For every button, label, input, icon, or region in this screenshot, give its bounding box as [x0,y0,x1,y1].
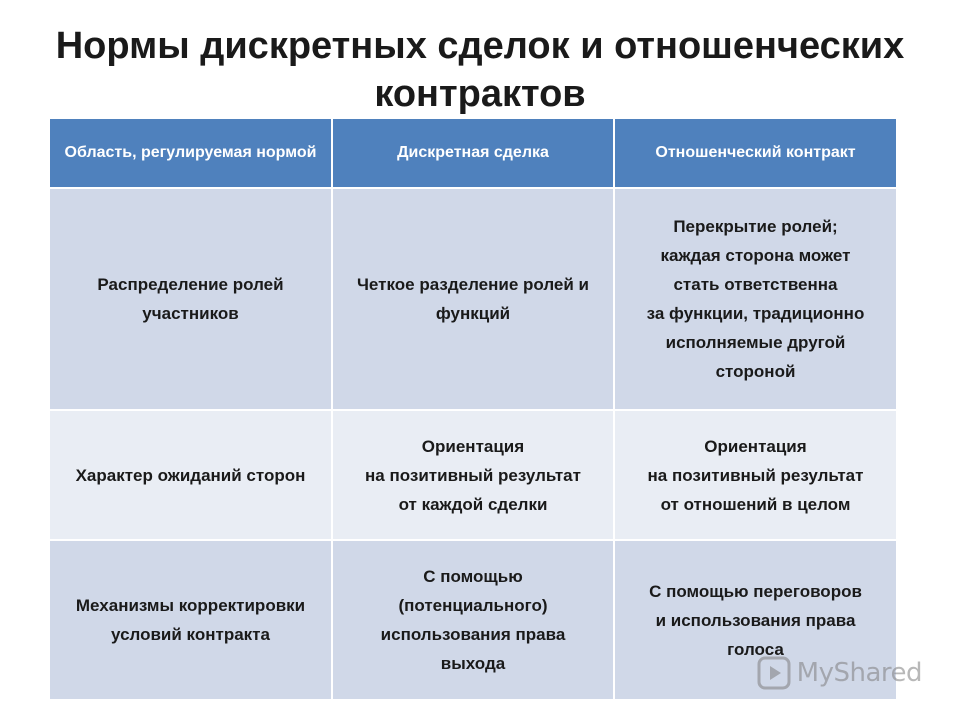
table-cell: Ориентация на позитивный результат от отношений в целом [614,410,897,540]
table-cell: Четкое разделение ролей и функций [332,188,614,410]
table-cell: Распределение ролей участников [49,188,332,410]
table-cell: Перекрытие ролей; каждая сторона может стать ответственна за функции, традиционно исполняемые другой стороной [614,188,897,410]
table-row [49,410,897,540]
table-cell: С помощью (потенциального) использования права выхода [332,540,614,700]
table-cell: Характер ожиданий сторон [49,410,332,540]
header-cell-relational: Отношенческий контракт [614,118,897,188]
table-cell: Ориентация на позитивный результат от каждой сделки [332,410,614,540]
header-cell-area: Область, регулируемая нормой [49,118,332,188]
comparison-table [48,117,898,701]
watermark-text: MyShared [796,658,922,688]
header-cell-discrete: Дискретная сделка [332,118,614,188]
table-row [49,188,897,410]
table-cell: С помощью переговоров и использования права голоса [614,540,897,700]
table-header-row [49,118,897,188]
myshared-watermark [757,656,922,690]
play-icon [757,656,791,690]
table-cell: Механизмы корректировки условий контракта [49,540,332,700]
slide-title: Нормы дискретных сделок и отношенческих контрактов [55,25,905,115]
